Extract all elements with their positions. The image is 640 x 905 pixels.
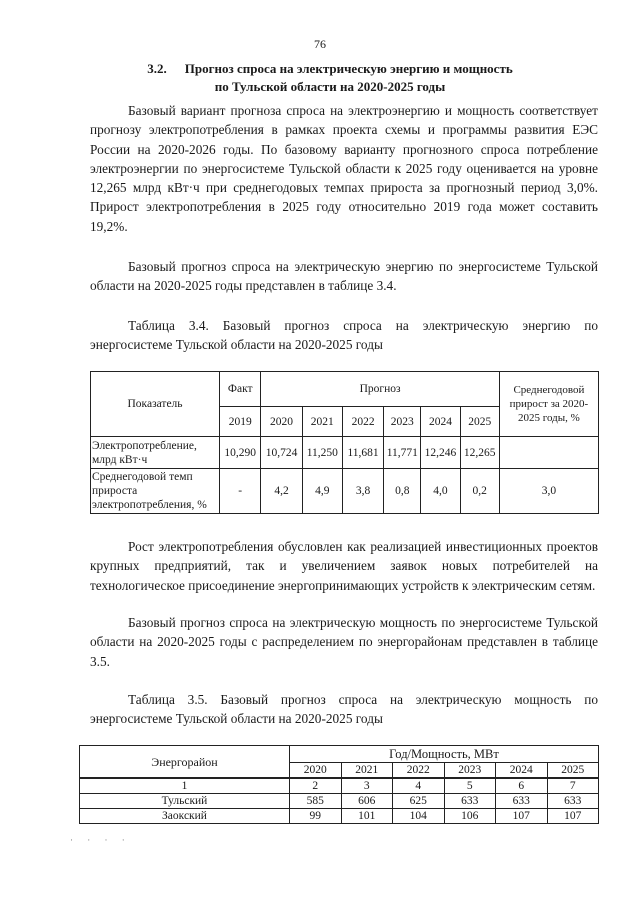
- value-cell: 107: [496, 809, 548, 824]
- value-cell: 12,265: [460, 437, 499, 469]
- scan-specks: · · · ·: [70, 835, 131, 845]
- header-year-power: Год/Мощность, МВт: [290, 746, 599, 763]
- value-cell: 106: [444, 809, 496, 824]
- column-number: 6: [496, 778, 548, 794]
- section-title-line1: Прогноз спроса на электрическую энергию и мощность: [184, 61, 513, 76]
- year-cell: 2022: [342, 407, 383, 437]
- header-fact: Факт: [220, 372, 261, 407]
- value-cell: 3,8: [342, 469, 383, 514]
- column-number: 5: [444, 778, 496, 794]
- value-cell: 4,9: [302, 469, 342, 514]
- section-number: 3.2.: [147, 61, 167, 76]
- header-region: Энергорайон: [80, 746, 290, 779]
- paragraph: [90, 613, 598, 671]
- value-cell: 104: [393, 809, 445, 824]
- region-label: Тульский: [80, 794, 290, 809]
- section-title-line2: по Тульской области на 2020-2025 годы: [214, 79, 446, 94]
- demand-forecast-table: [90, 371, 599, 514]
- column-number: 1: [80, 778, 290, 794]
- year-cell: 2021: [341, 763, 393, 779]
- value-cell: 4,2: [261, 469, 302, 514]
- value-cell: 606: [341, 794, 393, 809]
- column-number: 4: [393, 778, 445, 794]
- year-cell: 2021: [302, 407, 342, 437]
- value-cell: 4,0: [421, 469, 460, 514]
- value-cell: 10,724: [261, 437, 302, 469]
- section-heading: [110, 60, 550, 96]
- paragraph: [90, 537, 598, 595]
- page-number: 76: [314, 37, 326, 51]
- row-label: Электропотребление, млрд кВт·ч: [91, 437, 220, 469]
- value-cell: 625: [393, 794, 445, 809]
- value-cell: 107: [547, 809, 599, 824]
- avg-cell: 3,0: [499, 469, 598, 514]
- value-cell: 0,2: [460, 469, 499, 514]
- region-label: Заокский: [80, 809, 290, 824]
- year-cell: 2020: [290, 763, 342, 779]
- value-cell: 12,246: [421, 437, 460, 469]
- value-cell: 11,681: [342, 437, 383, 469]
- value-cell: 101: [341, 809, 393, 824]
- year-cell: 2023: [384, 407, 421, 437]
- paragraph-text: Базовый прогноз спроса на электрическую энергию по энергосистеме Тульской области на 2020-2025 годы представлен в таблице 3.4.: [90, 259, 598, 294]
- power-forecast-table: [79, 745, 599, 824]
- value-cell: 633: [444, 794, 496, 809]
- value-cell: 11,771: [384, 437, 421, 469]
- paragraph-text: Рост электропотребления обусловлен как реализацией инвестиционных проектов крупных предприятий, так и увеличением заявок новых потребителей на технологическое присоединение энергопринимающих устройств к электрическим сетям.: [90, 539, 598, 593]
- header-forecast: Прогноз: [261, 372, 499, 407]
- column-number: 7: [547, 778, 599, 794]
- value-cell: 0,8: [384, 469, 421, 514]
- table-caption: [90, 690, 598, 729]
- year-cell: 2024: [421, 407, 460, 437]
- paragraph: [90, 101, 598, 236]
- value-cell: 633: [547, 794, 599, 809]
- year-cell: 2025: [460, 407, 499, 437]
- value-cell: 585: [290, 794, 342, 809]
- avg-cell: [499, 437, 598, 469]
- value-cell: 99: [290, 809, 342, 824]
- year-cell: 2023: [444, 763, 496, 779]
- table-caption: [90, 316, 598, 355]
- year-cell: 2025: [547, 763, 599, 779]
- value-cell: -: [220, 469, 261, 514]
- column-number: 3: [341, 778, 393, 794]
- value-cell: 10,290: [220, 437, 261, 469]
- caption-text: Таблица 3.5. Базовый прогноз спроса на электрическую мощность по энергосистеме Тульской области на 2020-2025 годы: [90, 692, 598, 727]
- year-cell: 2024: [496, 763, 548, 779]
- header-avg-growth: Среднегодовой прирост за 2020-2025 годы, %: [499, 372, 598, 437]
- caption-text: Таблица 3.4. Базовый прогноз спроса на электрическую энергию по энергосистеме Тульской области на 2020-2025 годы: [90, 318, 598, 353]
- header-indicator: Показатель: [91, 372, 220, 437]
- column-number: 2: [290, 778, 342, 794]
- paragraph-text: Базовый прогноз спроса на электрическую мощность по энергосистеме Тульской области на 2020-2025 годы с распределением по энергорайонам представлен в таблице 3.5.: [90, 615, 598, 669]
- paragraph: [90, 257, 598, 296]
- year-cell: 2019: [220, 407, 261, 437]
- row-label: Среднегодовой темп прироста электропотребления, %: [91, 469, 220, 514]
- year-cell: 2022: [393, 763, 445, 779]
- value-cell: 11,250: [302, 437, 342, 469]
- paragraph-text: Базовый вариант прогноза спроса на электроэнергию и мощность соответствует прогнозу электропотребления в рамках проекта схемы и программы развития ЕЭС России на 2020-2026 годы. По базовому варианту прогнозного спроса потребление электроэнергии по энергосистеме Тульской области к 2025 году оценивается на уровне 12,265 млрд кВт·ч при среднегодовых темпах прироста за прогнозный период 3,0%. Прирост электропотребления в 2025 году относительно 2019 года может составить 19,2%.: [90, 103, 598, 234]
- value-cell: 633: [496, 794, 548, 809]
- year-cell: 2020: [261, 407, 302, 437]
